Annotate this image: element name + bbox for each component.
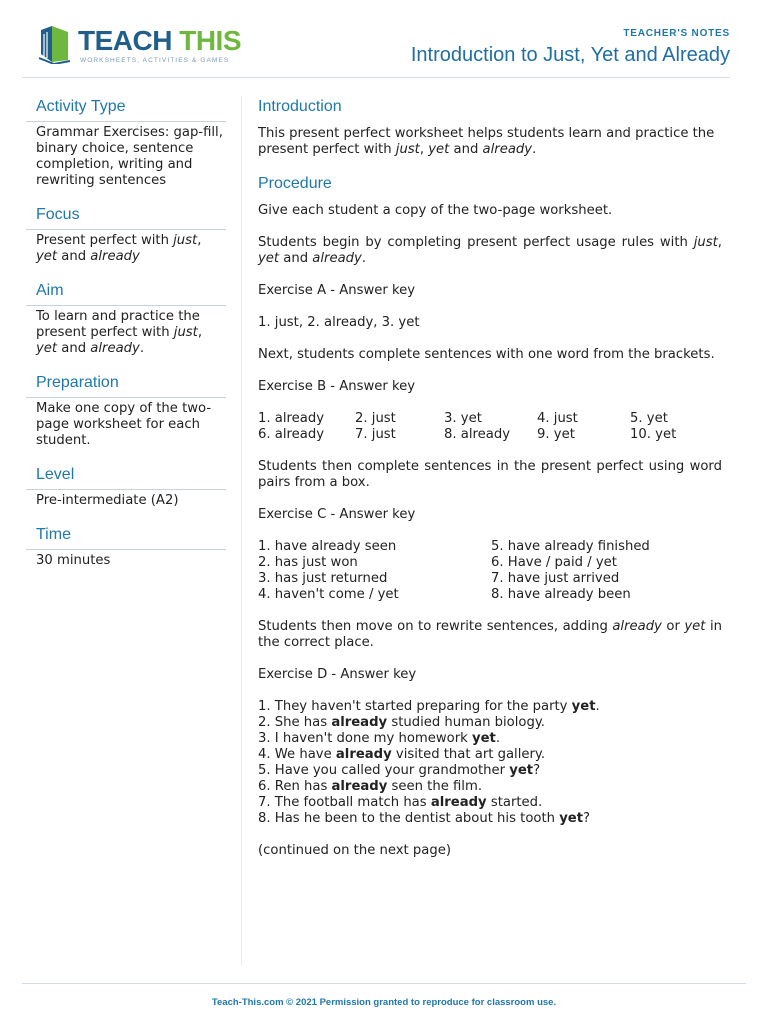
section-divider xyxy=(26,229,226,230)
book-logo-icon xyxy=(38,24,72,64)
answer-item: 7. just xyxy=(355,427,396,442)
focus-section xyxy=(36,205,226,265)
activity-type-section xyxy=(36,97,226,189)
level-heading: Level xyxy=(36,466,75,483)
procedure-paragraph: Students begin by completing present perfect usage rules with just, yet and already. xyxy=(258,235,722,266)
answer-item: 2. She has already studied human biology. xyxy=(258,715,545,730)
activity-type-text: Grammar Exercises: gap-fill, binary choice, sentence completion, writing and rewriting sentences xyxy=(36,125,223,188)
answer-item: 8. have already been xyxy=(491,587,631,602)
level-text: Pre-intermediate (A2) xyxy=(36,493,179,508)
column-divider xyxy=(241,97,242,965)
procedure-paragraph: Give each student a copy of the two-page worksheet. xyxy=(258,203,613,218)
aim-heading: Aim xyxy=(36,282,64,299)
section-divider xyxy=(26,397,226,398)
aim-text: To learn and practice the present perfect with just, yet and already. xyxy=(36,309,203,356)
preparation-text: Make one copy of the two-page worksheet for each student. xyxy=(36,401,212,448)
exercise-a-label: Exercise A - Answer key xyxy=(258,283,416,298)
document-title: Introduction to Just, Yet and Already xyxy=(410,44,730,66)
time-section xyxy=(36,525,226,569)
answer-item: 10. yet xyxy=(630,427,677,442)
exercise-b-label: Exercise B - Answer key xyxy=(258,379,416,394)
procedure-paragraph: Students then move on to rewrite sentences, adding already or yet in the correct place. xyxy=(258,619,722,650)
answer-item: 4. We have already visited that art gallery. xyxy=(258,747,546,762)
logo-wordmark: TEACH THIS xyxy=(78,25,242,56)
answer-item: 7. have just arrived xyxy=(491,571,620,586)
sidebar xyxy=(36,97,226,585)
time-text: 30 minutes xyxy=(36,553,111,568)
answer-item: 9. yet xyxy=(537,427,575,442)
focus-heading: Focus xyxy=(36,206,80,223)
answer-item: 1. They haven't started preparing for the party yet. xyxy=(258,699,600,714)
aim-section xyxy=(36,281,226,357)
introduction-heading: Introduction xyxy=(258,98,342,115)
teachers-notes-label: TEACHER'S NOTES xyxy=(623,28,730,39)
procedure-heading: Procedure xyxy=(258,175,332,192)
answer-item: 4. haven't come / yet xyxy=(258,587,399,602)
time-heading: Time xyxy=(36,526,71,543)
exercise-d-label: Exercise D - Answer key xyxy=(258,667,417,682)
answer-item: 2. has just won xyxy=(258,555,358,570)
answer-item: 5. have already finished xyxy=(491,539,650,554)
answer-item: 3. yet xyxy=(444,411,482,426)
preparation-heading: Preparation xyxy=(36,374,119,391)
focus-text: Present perfect with just, yet and already xyxy=(36,233,202,264)
activity-type-heading: Activity Type xyxy=(36,98,126,115)
copyright-footer: Teach-This.com © 2021 Permission granted to reproduce for classroom use. xyxy=(211,997,557,1008)
continued-note: (continued on the next page) xyxy=(258,843,451,858)
exercise-b-answers xyxy=(258,411,722,443)
teach-this-logo xyxy=(38,24,242,72)
section-divider xyxy=(26,305,226,306)
section-divider xyxy=(26,489,226,490)
header-divider xyxy=(22,77,730,78)
answer-item: 5. Have you called your grandmother yet? xyxy=(258,763,541,778)
answer-item: 6. Ren has already seen the film. xyxy=(258,779,483,794)
answer-item: 8. already xyxy=(444,427,511,442)
answer-item: 7. The football match has already started. xyxy=(258,795,543,810)
answer-item: 1. have already seen xyxy=(258,539,397,554)
section-divider xyxy=(26,549,226,550)
exercise-d-answers xyxy=(258,699,722,827)
main-content xyxy=(258,97,722,875)
preparation-section xyxy=(36,373,226,449)
introduction-text: This present perfect worksheet helps students learn and practice the present perfect with just, yet and already. xyxy=(258,126,715,157)
answer-item: 3. has just returned xyxy=(258,571,388,586)
answer-item: 6. already xyxy=(258,427,325,442)
exercise-c-label: Exercise C - Answer key xyxy=(258,507,416,522)
procedure-paragraph: Next, students complete sentences with one word from the brackets. xyxy=(258,347,715,362)
footer-divider xyxy=(22,983,746,984)
exercise-c-answers xyxy=(258,539,722,603)
answer-item: 6. Have / paid / yet xyxy=(491,555,617,570)
level-section xyxy=(36,465,226,509)
section-divider xyxy=(26,121,226,122)
answer-item: 2. just xyxy=(355,411,396,426)
answer-item: 5. yet xyxy=(630,411,668,426)
answer-item: 3. I haven't done my homework yet. xyxy=(258,731,501,746)
procedure-paragraph: Students then complete sentences in the present perfect using word pairs from a box. xyxy=(258,459,722,490)
answer-item: 1. already xyxy=(258,411,325,426)
answer-item: 4. just xyxy=(537,411,578,426)
answer-item: 8. Has he been to the dentist about his tooth yet? xyxy=(258,811,591,826)
logo-tagline: WORKSHEETS, ACTIVITIES & GAMES xyxy=(80,57,230,64)
exercise-a-answers: 1. just, 2. already, 3. yet xyxy=(258,315,420,330)
